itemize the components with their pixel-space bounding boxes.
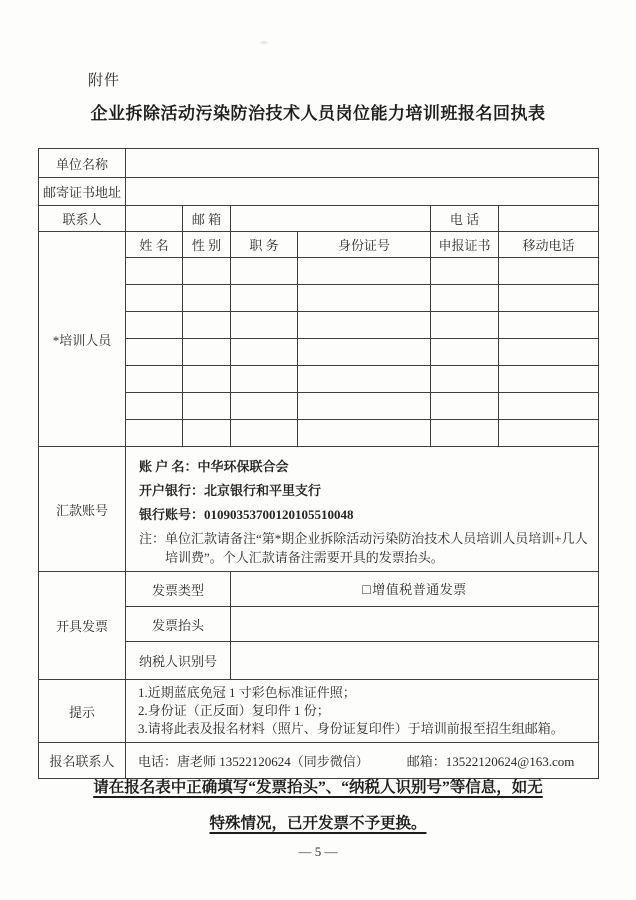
trainee-empty-cell [431,339,499,366]
trainee-empty-cell [298,258,431,285]
trainee-col-position: 职 务 [231,232,298,258]
trainee-empty-cell [231,285,298,312]
contact-label: 联系人 [39,206,126,232]
trainee-empty-cell [231,258,298,285]
trainee-col-mobile: 移动电话 [499,232,599,258]
registration-contact-label: 报名联系人 [39,743,126,779]
registration-contact-email: 邮箱：13522120624@163.com [406,754,575,769]
invoice-type-value [231,572,599,607]
footer-note-line-1: 请在报名表中正确填写“发票抬头”、“纳税人识别号”等信息，如无 [93,779,543,796]
trainee-empty-cell [499,285,599,312]
taxpayer-id-label: 纳税人识别号 [126,642,231,680]
invoice-type-row [39,572,599,607]
trainee-empty-cell [126,258,183,285]
trainee-empty-cell [298,420,431,447]
mailing-address-label: 邮寄证书地址 [39,178,126,206]
invoice-section-label: 开具发票 [39,572,126,680]
trainee-empty-cell [126,285,183,312]
trainee-empty-cell [126,339,183,366]
trainee-empty-cell [183,312,231,339]
trainee-empty-cell [298,312,431,339]
trainee-empty-cell [499,366,599,393]
invoice-type-option [362,582,466,597]
invoice-title-value [231,607,599,642]
attachment-label: 附件 [88,73,121,89]
trainee-empty-cell [431,393,499,420]
remittance-label: 汇款账号 [39,447,126,572]
checkbox-unchecked-icon: □ [362,583,372,598]
trainee-col-name: 姓 名 [126,232,183,258]
footer-note [0,770,636,842]
invoice-type-option-label: 增值税普通发票 [372,582,467,597]
trainee-empty-cell [126,312,183,339]
mailing-address-value [126,178,599,206]
invoice-title-label: 发票抬头 [126,607,231,642]
trainee-col-gender: 性 别 [183,232,231,258]
trainee-empty-cell [183,393,231,420]
trainee-empty-cell [183,285,231,312]
trainee-empty-cell [298,366,431,393]
trainee-empty-cell [431,285,499,312]
trainee-empty-cell [499,420,599,447]
registration-contact-phone: 电话：唐老师 13522120624（同步微信） [138,754,369,769]
trainee-empty-cell [298,339,431,366]
trainee-empty-cell [298,393,431,420]
page-number: — 5 — [298,844,338,859]
unit-name-label: 单位名称 [39,149,126,178]
trainee-empty-cell [231,366,298,393]
trainee-empty-cell [431,366,499,393]
trainee-empty-cell [431,312,499,339]
remittance-account-number: 银行账号：01090353700120105510048 [139,507,354,522]
tip-item-1: 1.近期蓝底免冠 1 寸彩色标准证件照； [138,685,356,700]
trainee-empty-cell [126,366,183,393]
trainee-empty-cell [231,339,298,366]
trainee-empty-cell [298,285,431,312]
trainee-empty-cell [431,420,499,447]
trainee-empty-cell [431,258,499,285]
page-title: 企业拆除活动污染防治技术人员岗位能力培训班报名回执表 [90,104,546,123]
trainee-empty-cell [499,393,599,420]
contact-value [126,206,183,232]
trainee-header-row [39,232,599,258]
unit-name-value [126,149,599,178]
trainee-empty-cell [499,312,599,339]
taxpayer-id-value [231,642,599,680]
trainee-empty-cell [183,420,231,447]
tip-item-2: 2.身份证（正反面）复印件 1 份； [138,703,330,718]
remittance-row [39,447,599,572]
trainee-empty-cell [183,339,231,366]
mailing-address-row [39,178,599,206]
contact-phone-label: 电 话 [431,206,499,232]
remittance-note: 注：单位汇款请备注“第*期企业拆除活动污染防治技术人员培训人员培训+几人培训费”。个人汇款请备注需要开具的发票抬头。 [139,531,588,565]
tip-item-3: 3.请将此表及报名材料（照片、身份证复印件）于培训前报至招生组邮箱。 [138,721,564,736]
trainee-empty-cell [499,258,599,285]
trainee-section-label: *培训人员 [39,232,126,447]
registration-table [38,148,599,779]
tips-content [126,680,599,743]
tips-label: 提示 [39,680,126,743]
trainee-col-certificate: 申报证书 [431,232,499,258]
contact-email-value [231,206,431,232]
contact-phone-value [499,206,599,232]
scan-artifact [259,40,269,45]
trainee-empty-cell [231,420,298,447]
trainee-empty-cell [126,393,183,420]
trainee-empty-cell [183,258,231,285]
unit-name-row [39,149,599,178]
tips-row [39,680,599,743]
remittance-bank: 开户银行：北京银行和平里支行 [139,483,322,498]
invoice-type-label: 发票类型 [126,572,231,607]
remittance-content [126,447,599,572]
trainee-col-idnumber: 身份证号 [298,232,431,258]
contact-email-label: 邮 箱 [183,206,231,232]
trainee-empty-cell [499,339,599,366]
trainee-empty-cell [126,420,183,447]
footer-note-line-2: 特殊情况，已开发票不予更换。 [209,815,427,832]
remittance-account-name: 账 户 名：中华环保联合会 [139,459,289,474]
trainee-empty-cell [231,393,298,420]
contact-row [39,206,599,232]
trainee-empty-cell [231,312,298,339]
trainee-empty-cell [183,366,231,393]
